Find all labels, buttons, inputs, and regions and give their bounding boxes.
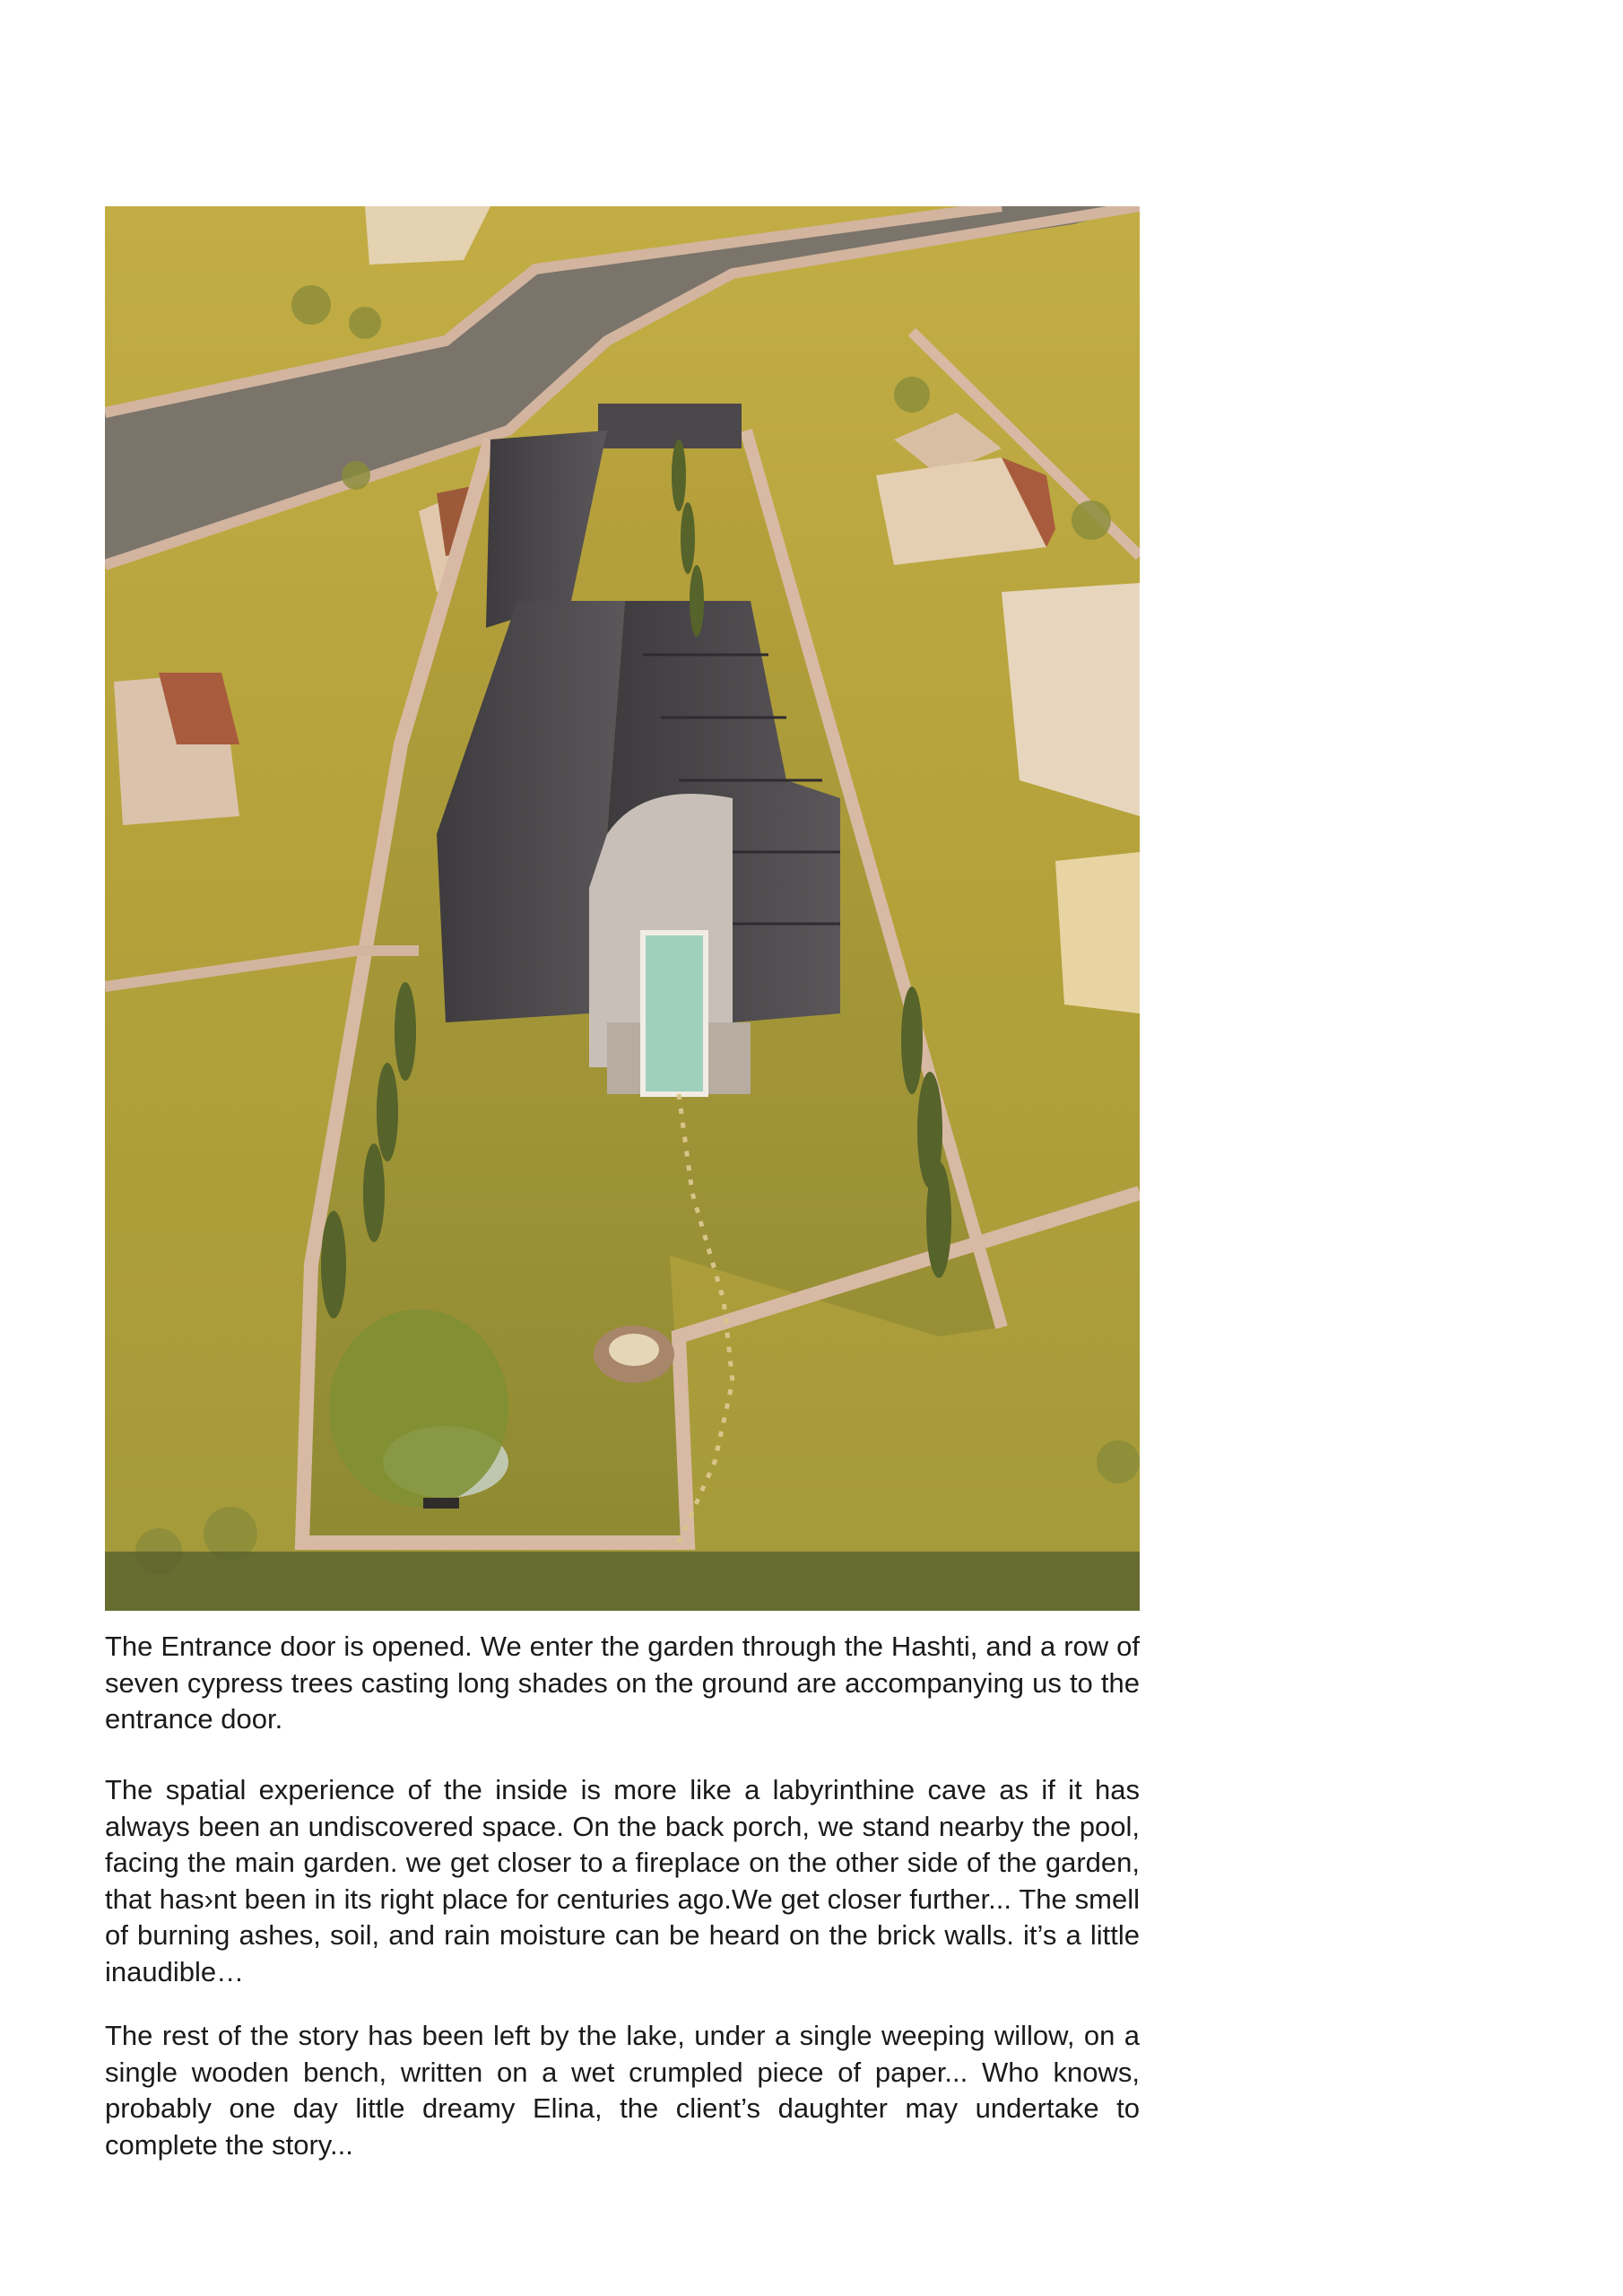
pool xyxy=(643,933,706,1094)
hashti-gate xyxy=(598,404,742,448)
house-right-3 xyxy=(1055,852,1140,1013)
fireplace-inner xyxy=(609,1334,659,1366)
paragraph-spatial-experience: The spatial experience of the inside is more like a labyrinthine cave as if it has always been an undiscovered space. On the back porch, we stand nearby the pool, facing the main garden. we get closer to a fireplace on the other side of the garden, that has›nt been in its right place for centuries ago.We get closer further... The smell of burning ashes, soil, and rain moisture can be heard on the brick walls. it’s a little inaudible… xyxy=(105,1774,1140,1987)
hedge-bottom xyxy=(105,1552,1140,1611)
aerial-garden-illustration xyxy=(105,206,1140,1611)
wooden-bench xyxy=(423,1498,459,1509)
weeping-willow xyxy=(329,1309,508,1507)
paragraph-entrance: The Entrance door is opened. We enter the garden through the Hashti, and a row of seven cypress trees casting long shades on the ground are accompanying us to the entrance door. xyxy=(105,1631,1140,1735)
paragraph-rest-of-story: The rest of the story has been left by the lake, under a single weeping willow, on a single wooden bench, written on a wet crumpled piece of paper... Who knows, probably one day little dreamy Elina, the client’s daughter may undertake to complete the story... xyxy=(105,2020,1140,2161)
